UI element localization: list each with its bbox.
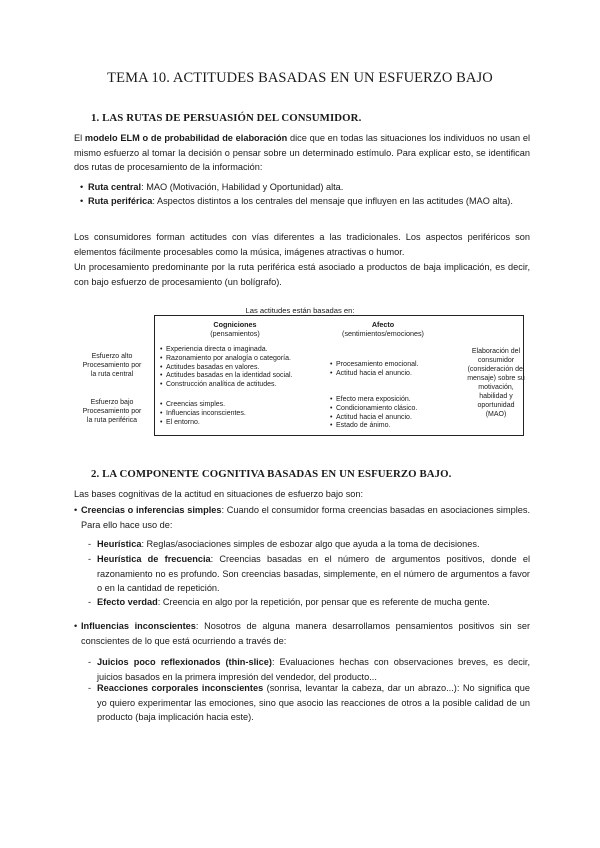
table-header-cognitions — [180, 320, 290, 338]
table-row-label-low — [72, 398, 152, 425]
section1-intro — [74, 131, 530, 175]
table-list-item: • Estado de ánimo. — [330, 422, 460, 431]
table-side-label — [456, 347, 536, 419]
bullet-dot: • — [80, 196, 84, 206]
dash-marker: - — [88, 597, 92, 607]
bullet-dot: • — [74, 621, 78, 631]
side-label-line: motivación, — [478, 384, 514, 391]
sub-label: Reacciones corporales inconscientes — [97, 683, 264, 693]
section1-heading: 1. LAS RUTAS DE PERSUASIÓN DEL CONSUMIDOR. — [91, 112, 362, 124]
table-caption: Las actitudes están basadas en: — [245, 306, 355, 315]
header-subtitle: (pensamientos) — [210, 329, 260, 338]
sub-juicios-thin-slice — [88, 655, 530, 684]
bullet-dot: • — [80, 182, 84, 192]
table-row-label-high — [72, 352, 152, 379]
table-header-affect — [318, 320, 448, 338]
sub-text: : Evaluaciones hechas con observaciones breves, es decir, juicios basados en la primera impresión del vendedor, del producto... — [97, 657, 530, 682]
sub-heuristica-frecuencia — [88, 552, 530, 596]
section2-intro: Las bases cognitivas de la actitud en situaciones de esfuerzo bajo son: — [74, 489, 364, 499]
side-label-line: consumidor — [477, 357, 515, 364]
sub-heuristica — [88, 537, 530, 552]
side-label-line: habilidad y — [479, 393, 513, 400]
dash-marker: - — [88, 554, 92, 564]
dash-marker: - — [88, 539, 92, 549]
table-list-item: • Procesamiento emocional. — [330, 361, 460, 370]
sub-reacciones-corporales — [88, 681, 530, 725]
sub-text: : Creencia en algo por la repetición, por pensar que es referente de mucha gente. — [157, 597, 490, 607]
table-cell-high-affect — [330, 361, 460, 379]
table-list-item: • Actitudes basadas en la identidad social. — [160, 372, 330, 381]
side-label-line: mensaje) sobre su — [467, 375, 525, 382]
sub-text: (sonrisa, levantar la cabeza, dar un abrazo...): No significa que yo quiero experimentar las emociones, sino que asocio las reacciones de otros a la posible calidad de un producto (baja implicación hacia este). — [97, 683, 530, 723]
section1-para2: Los consumidores forman actitudes con vías diferentes a las tradicionales. Los aspectos periféricos son elementos fácilmente procesables como la música, imágenes atractivas o humor. — [74, 232, 530, 257]
sub-text: : Creencias basadas en el número de argumentos positivos, donde el razonamiento no es profundo. Son creencias basadas, simplemente, en el número de argumentos a favor o en la cantidad de repetición. — [97, 554, 530, 594]
table-cell-low-affect — [330, 396, 460, 431]
table-list-item: • Creencias simples. — [160, 401, 330, 410]
side-label-line: oportunidad — [477, 402, 515, 409]
table-list-item: • Razonamiento por analogía o categoría. — [160, 355, 330, 364]
intro-post: dice que en todas las situaciones los individuos no usan el mismo esfuerzo al tomar la decisión o pensar sobre un determinado estímulo. Para explicar esto, se identifican dos rutas de procesamiento de la información: — [74, 133, 530, 173]
bullet-creencias-simples — [74, 503, 530, 532]
dash-marker: - — [88, 683, 92, 693]
bullet-label: Ruta central — [88, 182, 142, 192]
bullet-text: : Nosotros de alguna manera desarrollamos pensamientos positivos sin ser conscientes de lo que está ocurriendo a través de: — [81, 621, 530, 646]
row-label-line: Esfuerzo alto — [91, 353, 133, 360]
row-label-line: Procesamiento por — [82, 362, 142, 369]
bullet-ruta-central — [80, 180, 530, 195]
sub-label: Efecto verdad — [97, 597, 158, 607]
intro-pre: El — [74, 133, 85, 143]
table-list-item: • El entorno. — [160, 419, 330, 428]
section2-heading: 2. LA COMPONENTE COGNITIVA BASADAS EN UN ESFUERZO BAJO. — [91, 468, 452, 480]
table-list-item: • Actitud hacia el anuncio. — [330, 370, 460, 379]
header-title: Afecto — [371, 320, 395, 329]
table-list-item: • Construcción analítica de actitudes. — [160, 381, 330, 390]
dash-marker: - — [88, 657, 92, 667]
bullet-text: : MAO (Motivación, Habilidad y Oportunidad) alta. — [141, 182, 344, 192]
table-cell-low-cognitions — [160, 401, 330, 427]
table-list-item: • Actitud hacia el anuncio. — [330, 414, 460, 423]
side-label-line: (MAO) — [485, 411, 507, 418]
sub-efecto-verdad — [88, 595, 530, 610]
table-cell-high-cognitions — [160, 346, 330, 390]
bullet-text: : Cuando el consumidor forma creencias basadas en asociaciones simples. Para ello hace uso de: — [81, 505, 531, 530]
bullet-ruta-periferica — [80, 194, 530, 209]
row-label-line: la ruta central — [90, 371, 134, 378]
table-list-item: • Condicionamiento clásico. — [330, 405, 460, 414]
row-label-line: la ruta periférica — [86, 417, 138, 424]
side-label-line: (consideración del — [467, 366, 525, 373]
bullet-label: Ruta periférica — [88, 196, 153, 206]
table-list-item: • Actitudes basadas en valores. — [160, 364, 330, 373]
side-label-line: Elaboración del — [471, 348, 521, 355]
document-title: TEMA 10. ACTITUDES BASADAS EN UN ESFUERZO BAJO — [107, 70, 493, 86]
bullet-dot: • — [74, 505, 78, 515]
sub-label: Juicios poco reflexionados (thin-slice) — [97, 657, 272, 667]
row-label-line: Esfuerzo bajo — [90, 399, 134, 406]
sub-text: : Reglas/asociaciones simples de esbozar algo que ayuda a la toma de decisiones. — [141, 539, 480, 549]
sub-label: Heurística — [97, 539, 142, 549]
bullet-text: : Aspectos distintos a los centrales del mensaje que influyen en las actitudes (MAO alta). — [152, 196, 513, 206]
header-title: Cogniciones — [213, 320, 257, 329]
bullet-label: Creencias o inferencias simples — [81, 505, 222, 515]
table-list-item: • Experiencia directa o imaginada. — [160, 346, 330, 355]
row-label-line: Procesamiento por — [82, 408, 142, 415]
table-list-item: • Efecto mera exposición. — [330, 396, 460, 405]
bullet-influencias-inconscientes — [74, 619, 530, 648]
section1-para3: Un procesamiento predominante por la ruta periférica está asociado a productos de baja implicación, es decir, con bajo esfuerzo de procesamiento (un bolígrafo). — [74, 262, 530, 287]
table-list-item: • Influencias inconscientes. — [160, 410, 330, 419]
sub-label: Heurística de frecuencia — [97, 554, 211, 564]
intro-bold: modelo ELM o de probabilidad de elaboración — [84, 133, 288, 143]
header-subtitle: (sentimientos/emociones) — [342, 329, 424, 338]
bullet-label: Influencias inconscientes — [81, 621, 196, 631]
